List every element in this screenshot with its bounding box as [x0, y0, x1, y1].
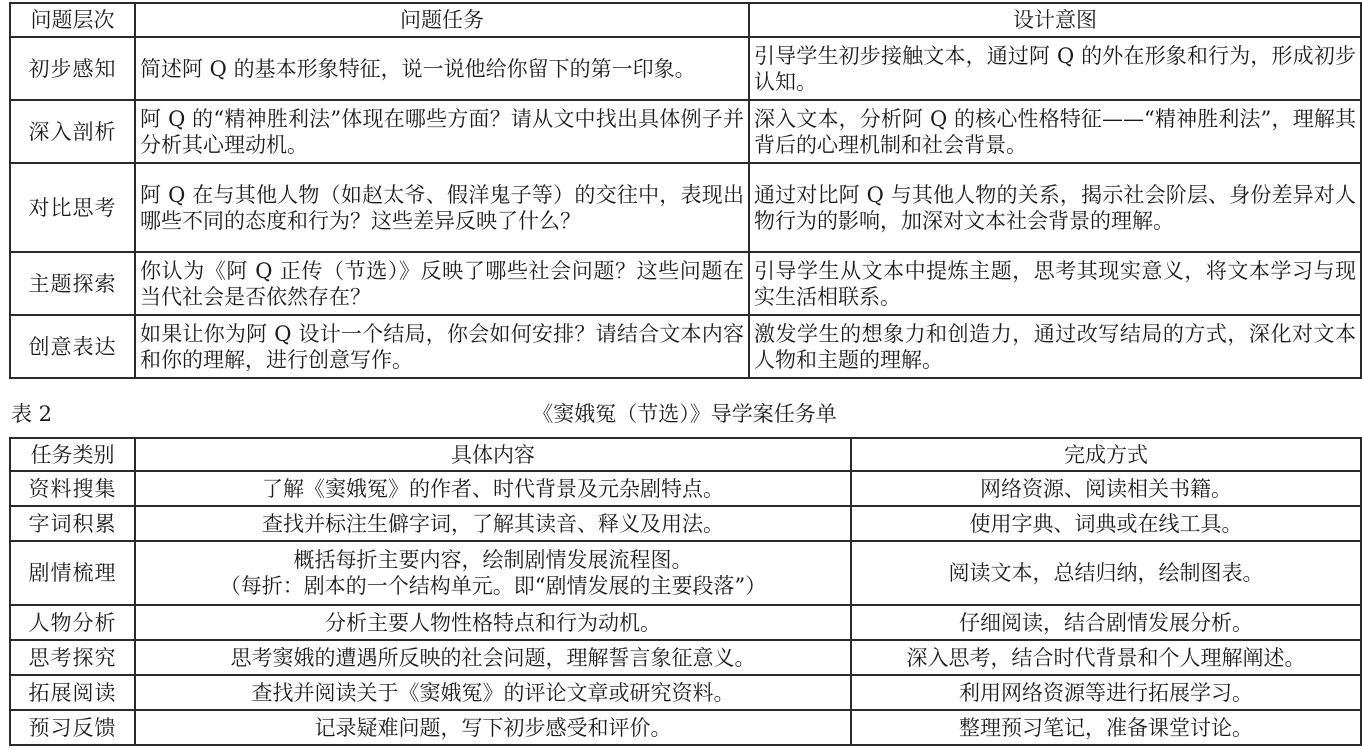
task-category-cell: 剧情梳理	[10, 541, 135, 605]
question-task-cell: 如果让你为阿 Q 设计一个结局，你会如何安排？请结合文本内容和你的理解，进行创意写作。	[135, 315, 749, 378]
question-task-cell: 阿 Q 的“精神胜利法”体现在哪些方面？请从文中找出具体例子并分析其心理动机。	[135, 100, 749, 163]
table-row	[10, 506, 1361, 541]
study-task-table	[9, 437, 1362, 746]
design-intent-cell: 深入文本，分析阿 Q 的核心性格特征——“精神胜利法”，理解其背后的心理机制和社会背景。	[749, 100, 1361, 163]
task-category-cell: 预习反馈	[10, 710, 135, 745]
table-header-row	[10, 438, 1361, 471]
table-row	[10, 605, 1361, 640]
task-category-cell: 拓展阅读	[10, 675, 135, 710]
table-row	[10, 315, 1361, 378]
header-question-task: 问题任务	[135, 3, 749, 37]
task-content-cell: 查找并标注生僻字词，了解其读音、释义及用法。	[135, 506, 851, 541]
table-number-label: 表 2	[11, 402, 53, 426]
completion-method-cell: 使用字典、词典或在线工具。	[851, 506, 1361, 541]
question-task-cell: 阿 Q 在与其他人物（如赵太爷、假洋鬼子等）的交往中，表现出哪些不同的态度和行为？这些差异反映了什么？	[135, 163, 749, 252]
question-level-cell: 主题探索	[10, 252, 135, 315]
task-content-cell: 记录疑难问题，写下初步感受和评价。	[135, 710, 851, 745]
task-content-cell: 思考窦娥的遭遇所反映的社会问题，理解誓言象征意义。	[135, 640, 851, 675]
task-content-cell: 了解《窦娥冤》的作者、时代背景及元杂剧特点。	[135, 471, 851, 506]
completion-method-cell: 仔细阅读，结合剧情发展分析。	[851, 605, 1361, 640]
table-row	[10, 37, 1361, 100]
table-row	[10, 675, 1361, 710]
question-level-cell: 深入剖析	[10, 100, 135, 163]
question-level-cell: 对比思考	[10, 163, 135, 252]
completion-method-cell: 利用网络资源等进行拓展学习。	[851, 675, 1361, 710]
completion-method-cell: 网络资源、阅读相关书籍。	[851, 471, 1361, 506]
task-content-note: （每折：剧本的一个结构单元。即“剧情发展的主要段落”）	[219, 574, 767, 598]
table-row	[10, 252, 1361, 315]
design-intent-cell: 引导学生初步接触文本，通过阿 Q 的外在形象和行为，形成初步认知。	[749, 37, 1361, 100]
question-design-table	[9, 2, 1362, 379]
completion-method-cell: 整理预习笔记，准备课堂讨论。	[851, 710, 1361, 745]
header-question-level: 问题层次	[10, 3, 135, 37]
question-level-cell: 创意表达	[10, 315, 135, 378]
table-header-row	[10, 3, 1361, 37]
header-task-content: 具体内容	[135, 438, 851, 471]
table-title: 《窦娥冤（节选）》导学案任务单	[532, 402, 837, 426]
table-row	[10, 640, 1361, 675]
task-content-cell: 分析主要人物性格特点和行为动机。	[135, 605, 851, 640]
task-category-cell: 思考探究	[10, 640, 135, 675]
completion-method-cell: 阅读文本，总结归纳，绘制图表。	[851, 541, 1361, 605]
table-caption	[9, 397, 1360, 431]
question-level-cell: 初步感知	[10, 37, 135, 100]
task-category-cell: 人物分析	[10, 605, 135, 640]
task-category-cell: 资料搜集	[10, 471, 135, 506]
task-content-cell: 查找并阅读关于《窦娥冤》的评论文章或研究资料。	[135, 675, 851, 710]
task-category-cell: 字词积累	[10, 506, 135, 541]
table-row	[10, 541, 1361, 605]
table-row	[10, 163, 1361, 252]
table-row	[10, 471, 1361, 506]
table-row	[10, 100, 1361, 163]
table-row	[10, 710, 1361, 745]
design-intent-cell: 通过对比阿 Q 与其他人物的关系，揭示社会阶层、身份差异对人物行为的影响，加深对文本社会背景的理解。	[749, 163, 1361, 252]
header-completion-method: 完成方式	[851, 438, 1361, 471]
completion-method-cell: 深入思考，结合时代背景和个人理解阐述。	[851, 640, 1361, 675]
design-intent-cell: 引导学生从文本中提炼主题，思考其现实意义，将文本学习与现实生活相联系。	[749, 252, 1361, 315]
header-design-intent: 设计意图	[749, 3, 1361, 37]
question-task-cell: 简述阿 Q 的基本形象特征，说一说他给你留下的第一印象。	[135, 37, 749, 100]
question-task-cell: 你认为《阿 Q 正传（节选）》反映了哪些社会问题？这些问题在当代社会是否依然存在？	[135, 252, 749, 315]
header-task-category: 任务类别	[10, 438, 135, 471]
task-content-main: 概括每折主要内容，绘制剧情发展流程图。	[293, 548, 693, 572]
task-content-cell	[135, 541, 851, 605]
design-intent-cell: 激发学生的想象力和创造力，通过改写结局的方式，深化对文本人物和主题的理解。	[749, 315, 1361, 378]
